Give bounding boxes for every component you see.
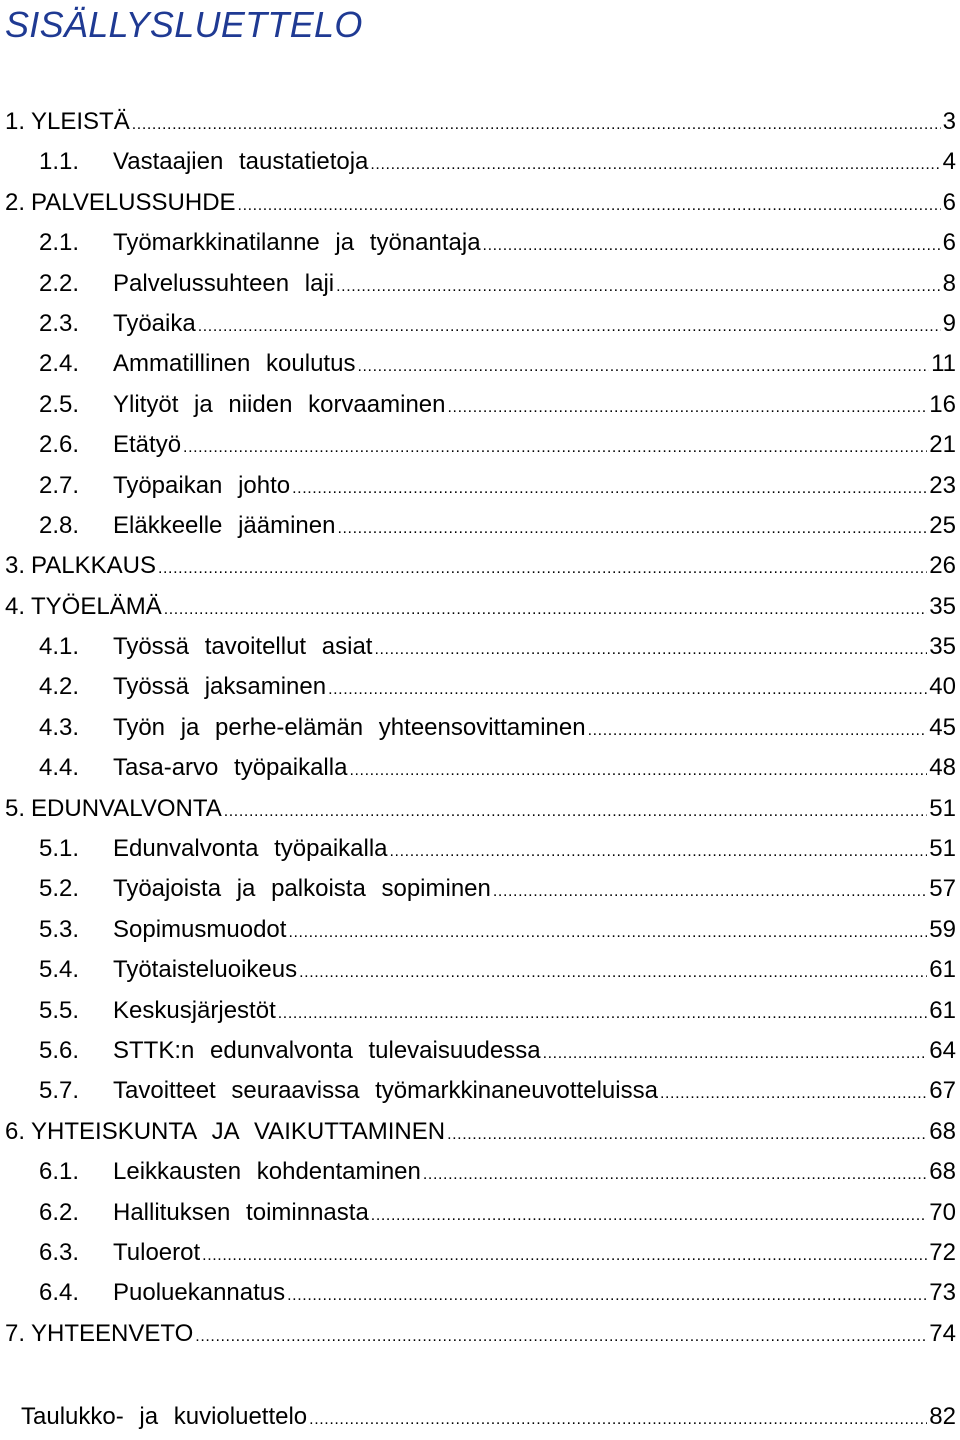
toc-dot-leader [202,1236,927,1276]
toc-entry[interactable] [0,344,960,384]
toc-entry[interactable] [0,1233,960,1273]
toc-entry-label: Työn ja perhe-elämän yhteensovittaminen [113,713,586,741]
toc-entry-page: 51 [929,835,956,863]
toc-entry-label: Palvelussuhteen laji [113,269,335,297]
toc-entry-page: 51 [929,794,956,822]
toc-dot-leader [164,590,928,630]
toc-entry-page: 57 [929,875,956,903]
toc-entry[interactable] [0,1112,960,1152]
toc-entry-label: Vastaajien taustatietoja [113,148,369,176]
toc-entry-number: 2.7. [39,471,80,499]
toc-entry-page: 16 [929,390,956,418]
toc-dot-leader [292,469,927,509]
toc-entry-label: Ylityöt ja niiden korvaaminen [113,390,446,418]
toc-entry-label: Työssä tavoitellut asiat [113,633,373,661]
toc-entry[interactable] [0,546,960,586]
toc-entry[interactable] [0,708,960,748]
toc-dot-leader [349,751,927,791]
toc-dot-leader [423,1155,927,1195]
toc-dot-leader [328,670,927,710]
toc-entry-number: 2. [5,188,26,216]
toc-entry-number: 2.5. [39,390,80,418]
toc-dot-leader [660,1074,927,1114]
toc-entry-page: 35 [929,592,956,620]
toc-entry-label: Eläkkeelle jääminen [113,511,336,539]
toc-entry-label: Leikkausten kohdentaminen [113,1158,421,1186]
toc-entry-label: Sopimusmuodot [113,915,287,943]
toc-entry[interactable] [0,102,960,142]
toc-entry-label: PALVELUSSUHDE [31,188,236,216]
toc-entry-page: 72 [929,1238,956,1266]
toc-entry-page: 8 [942,269,956,297]
toc-entry[interactable] [0,950,960,990]
toc-entry-page: 3 [942,108,956,135]
toc-entry-page: 9 [942,309,956,337]
toc-entry-number: 4.3. [39,713,80,741]
toc-entry-label: YLEISTÄ [31,108,130,135]
toc-entry-number: 2.2. [39,269,80,297]
toc-entry-number: 4. [5,592,26,620]
toc-entry-label: EDUNVALVONTA [31,794,222,822]
extra-entries [0,1397,960,1437]
toc-entry-page: 82 [929,1403,956,1430]
toc-entry[interactable] [0,466,960,506]
toc-entry-label: Työmarkkinatilanne ja työnantaja [113,229,481,257]
toc-dot-leader [337,509,927,549]
toc-entry[interactable] [0,506,960,546]
toc-dot-leader [288,913,927,953]
toc-entry[interactable] [0,587,960,627]
toc-entry-page: 23 [929,471,956,499]
toc-entry[interactable] [0,385,960,425]
toc-entry[interactable] [0,223,960,263]
toc-entry-page: 40 [929,673,956,701]
toc-dot-leader [374,630,927,670]
toc-entry-number: 5.4. [39,956,80,984]
toc-entry-number: 6.1. [39,1158,80,1186]
toc-entry-number: 2.1. [39,229,80,257]
toc-entry-label: Edunvalvonta työpaikalla [113,835,388,863]
toc-entry[interactable] [0,627,960,667]
toc-entry-number: 6.4. [39,1279,80,1307]
toc-entry-page: 25 [929,511,956,539]
toc-dot-leader [299,953,927,993]
toc-dot-leader [195,1317,927,1357]
toc-dot-leader [371,1196,928,1236]
toc-entry-number: 5.3. [39,915,80,943]
toc-dot-leader [278,994,928,1034]
toc-entry-label: Etätyö [113,431,182,459]
toc-dot-leader [447,1115,927,1155]
toc-entry-label: Puoluekannatus [113,1279,286,1307]
toc-entry-number: 1.1. [39,148,80,176]
toc-entry-page: 26 [929,552,956,580]
toc-dot-leader [448,388,928,428]
toc-dot-leader [543,1034,928,1074]
toc-entry[interactable] [0,1031,960,1071]
toc-dot-leader [238,186,941,226]
toc-entry-label: Tasa-arvo työpaikalla [113,754,348,782]
toc-dot-leader [132,105,941,145]
toc-entry-page: 6 [942,229,956,257]
toc-dot-leader [183,428,927,468]
toc-entry-number: 4.1. [39,633,80,661]
toc-entry-label: Taulukko- ja kuvioluettelo [21,1403,308,1430]
toc-entry-label: YHTEENVETO [31,1319,194,1347]
toc-entry-page: 61 [929,996,956,1024]
toc-entry[interactable] [0,425,960,465]
toc-entry-label: Keskusjärjestöt [113,996,276,1024]
toc-entry[interactable] [0,667,960,707]
page-title: SISÄLLYSLUETTELO [5,4,363,45]
toc-entry[interactable] [0,789,960,829]
toc-entry[interactable] [0,1273,960,1313]
table-of-contents [0,102,960,1354]
toc-entry[interactable] [0,1152,960,1192]
toc-entry-page: 61 [929,956,956,984]
toc-entry-page: 67 [929,1077,956,1105]
toc-entry-number: 2.3. [39,309,80,337]
toc-entry-label: YHTEISKUNTA JA VAIKUTTAMINEN [31,1117,446,1145]
toc-entry-label: PALKKAUS [31,552,156,580]
toc-entry-page: 68 [929,1158,956,1186]
toc-entry-page: 35 [929,633,956,661]
toc-dot-leader [390,832,928,872]
toc-entry-number: 3. [5,552,26,580]
toc-entry[interactable] [0,748,960,788]
toc-entry-page: 45 [929,713,956,741]
toc-entry[interactable] [0,1071,960,1111]
toc-entry-label: Tuloerot [113,1238,201,1266]
toc-entry-label: Työtaisteluoikeus [113,956,298,984]
toc-entry-page: 59 [929,915,956,943]
toc-entry-label: Työssä jaksaminen [113,673,327,701]
toc-entry-label: Työpaikan johto [113,471,291,499]
toc-entry[interactable] [0,869,960,909]
toc-entry-number: 5.1. [39,835,80,863]
toc-entry-page: 73 [929,1279,956,1307]
toc-entry[interactable] [0,183,960,223]
toc-entry-number: 7. [5,1319,26,1347]
toc-dot-leader [370,145,940,185]
toc-entry-label: Tavoitteet seuraavissa työmarkkinaneuvotteluissa [113,1077,658,1105]
toc-entry-number: 6.3. [39,1238,80,1266]
toc-entry-page: 64 [929,1036,956,1064]
toc-entry-number: 5. [5,794,26,822]
toc-dot-leader [336,267,941,307]
toc-entry-page: 48 [929,754,956,782]
toc-entry-label: TYÖELÄMÄ [31,592,162,620]
toc-entry[interactable] [0,1193,960,1233]
toc-entry-label: Hallituksen toiminnasta [113,1198,369,1226]
toc-dot-leader [493,872,927,912]
toc-entry[interactable] [0,142,960,182]
toc-entry-page: 11 [931,350,956,378]
toc-entry[interactable] [0,910,960,950]
toc-entry-label: Ammatillinen koulutus [113,350,356,378]
toc-entry-label: STTK:n edunvalvonta tulevaisuudessa [113,1036,541,1064]
toc-entry-number: 6.2. [39,1198,80,1226]
toc-entry-number: 4.2. [39,673,80,701]
toc-entry-number: 5.6. [39,1036,80,1064]
toc-entry-number: 5.2. [39,875,80,903]
toc-dot-leader [483,226,941,266]
toc-entry-page: 6 [942,188,956,216]
toc-entry[interactable] [0,264,960,304]
toc-dot-leader [309,1400,927,1440]
toc-dot-leader [588,711,928,751]
toc-entry-number: 4.4. [39,754,80,782]
toc-entry-label: Työaika [113,309,196,337]
toc-entry-number: 1. [5,108,26,135]
toc-entry-number: 5.7. [39,1077,80,1105]
toc-entry-page: 70 [929,1198,956,1226]
toc-entry[interactable] [0,991,960,1031]
toc-dot-leader [224,792,928,832]
toc-entry-page: 21 [929,431,956,459]
toc-entry-number: 6. [5,1117,26,1145]
toc-entry-page: 4 [942,148,956,176]
toc-entry-figure-list[interactable] [0,1397,960,1437]
toc-entry-number: 2.6. [39,431,80,459]
toc-dot-leader [357,347,929,387]
toc-entry[interactable] [0,829,960,869]
toc-entry-label: Työajoista ja palkoista sopiminen [113,875,491,903]
toc-entry-page: 68 [929,1117,956,1145]
toc-entry[interactable] [0,304,960,344]
toc-dot-leader [287,1276,927,1316]
toc-dot-leader [198,307,941,347]
toc-entry-number: 5.5. [39,996,80,1024]
toc-dot-leader [158,549,927,589]
toc-entry[interactable] [0,1314,960,1354]
toc-entry-number: 2.8. [39,511,80,539]
toc-entry-number: 2.4. [39,350,80,378]
toc-entry-page: 74 [929,1319,956,1347]
